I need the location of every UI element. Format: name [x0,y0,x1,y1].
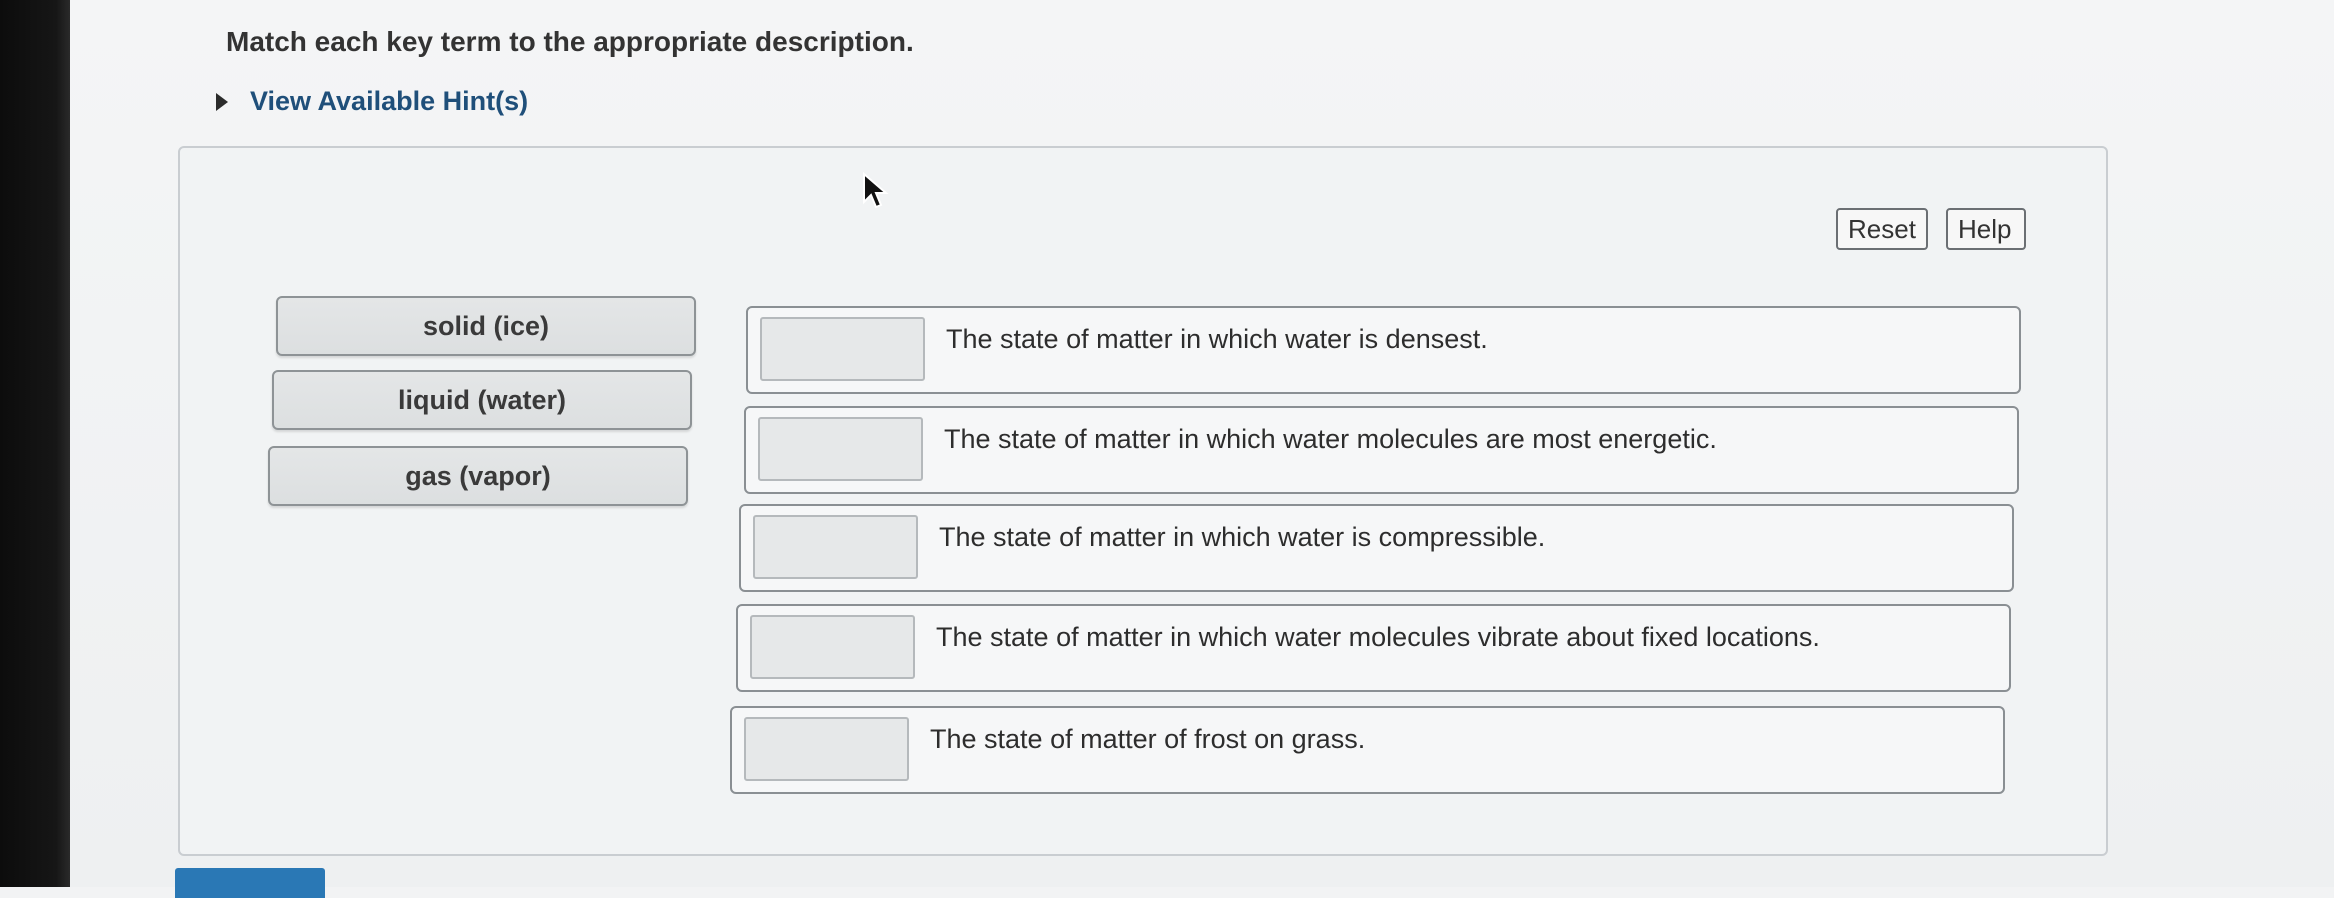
view-hints-label: View Available Hint(s) [250,86,529,116]
reset-button[interactable]: Reset [1836,208,1928,250]
view-hints-toggle[interactable] [216,86,528,117]
target-description: The state of matter in which water molecules vibrate about fixed locations. [936,622,1820,652]
target-row-densest [746,306,2021,394]
help-button[interactable]: Help [1946,208,2026,250]
question-prompt: Match each key term to the appropriate description. [226,26,914,57]
drop-zone[interactable] [753,515,918,579]
caret-right-icon [216,93,228,111]
target-description: The state of matter of frost on grass. [930,724,1366,754]
target-row-most-energetic [744,406,2019,494]
target-description: The state of matter in which water is compressible. [939,522,1546,552]
submit-button[interactable] [175,868,325,898]
drop-zone[interactable] [750,615,915,679]
target-row-frost [730,706,2005,794]
screen-edge-shadow [0,0,70,887]
term-solid-ice[interactable]: solid (ice) [276,296,696,356]
drop-zone[interactable] [760,317,925,381]
mouse-cursor-icon [862,172,890,210]
target-row-compressible [739,504,2014,592]
term-gas-vapor[interactable]: gas (vapor) [268,446,688,506]
drop-zone[interactable] [744,717,909,781]
target-description: The state of matter in which water molecules are most energetic. [944,424,1717,454]
target-row-vibrate-fixed [736,604,2011,692]
drop-zone[interactable] [758,417,923,481]
target-description: The state of matter in which water is densest. [946,324,1488,354]
term-liquid-water[interactable]: liquid (water) [272,370,692,430]
